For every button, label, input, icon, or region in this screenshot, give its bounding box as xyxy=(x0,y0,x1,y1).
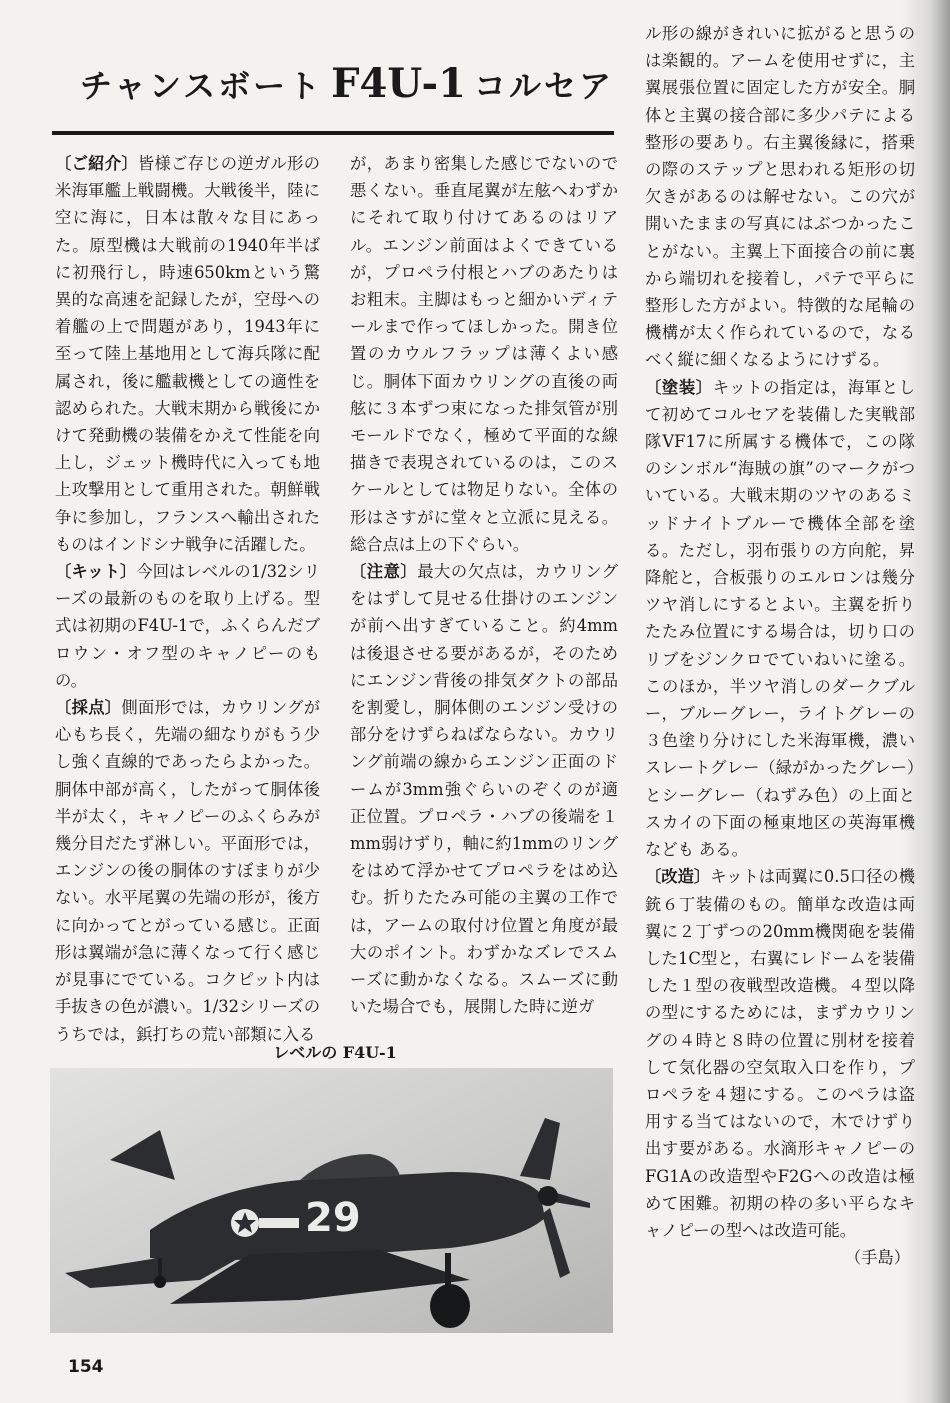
paragraph-text: キットは両翼に0.5口径の機銃６丁装備のもの。簡単な改造は両翼に２丁ずつの20mm機関砲を装備した1C型と，右翼にレドームを装備した１型の夜戦型改造機。４型以降の型にするためには，まずカウリングの４時と８時の位置に別材を接着して気化器の空気取入口を作り，プロペラを４翅にする。このペラは盗用する当てはないので，木でけずり出す要がある。水滴形キャノピーのFG1Aの改造型やF2Gへの改造は極めて困難。初期の枠の多い平らなキャノピーの型へは改造可能。 xyxy=(645,867,915,1240)
paragraph xyxy=(350,150,618,558)
section-label: 〔ご紹介〕 xyxy=(55,154,138,173)
author-signature: （手島） xyxy=(844,1248,910,1268)
section-label: 〔改造〕 xyxy=(645,867,711,887)
section-label: 〔採点〕 xyxy=(55,698,122,718)
title-prefix: チャンスボート xyxy=(80,67,324,105)
title-suffix: コルセア xyxy=(473,67,614,105)
text-column-1 xyxy=(55,150,320,1048)
paragraph xyxy=(55,558,320,694)
paragraph xyxy=(55,694,320,1048)
paragraph xyxy=(645,374,915,864)
paragraph xyxy=(350,558,618,1020)
text-column-2 xyxy=(350,150,618,1021)
paragraph xyxy=(55,150,320,558)
title-rule xyxy=(52,131,614,135)
paragraph-text: ル形の線がきれいに拡がると思うのは楽観的。アームを使用せずに，主翼展張位置に固定した方が安全。胴体と主翼の接合部に多少パテによる整形の要あり。右主翼後縁に，搭乗の際のステップと思われる矩形の切欠きがあるのは解せない。この穴が開いたままの写真にはぶつかったことがない。主翼上下面接合の前に裏から端切れを接着し，パテで平らに整形した方がよい。特徴的な尾輪の機構が太く作られているので，なるべく縦に細くなるようにけずる。 xyxy=(645,24,915,370)
paragraph-text: 皆様ご存じの逆ガル形の米海軍艦上戦闘機。大戦後半，陸に空に海に，日本は散々な目にあった。原型機は大戦前の1940年半ばに初飛行し，時速650kmという驚異的な高速を記録したが，空母への着艦の上で問題があり，1943年に至って陸上基地用として海兵隊に配属され，後に艦載機としての適性を認められた。大戦末期から戦後にかけて発動機の装備をかえて性能を向上し，ジェット機時代に入っても地上攻撃用として重用された。朝鮮戦争に参加し，フランスへ輸出されたものはインドシナ戦争に活躍した。 xyxy=(55,154,320,554)
paragraph-text: 側面形では，カウリングが心もち長く，先端の細なりがもう少し強く直線的であったらよかった。胴体中部が高く，したがって胴体後半が太く，キャノピーのふくらみが幾分目だたず淋しい。平面形では，エンジンの後の胴体のすぼまりが少ない。水平尾翼の先端の形が，後方に向かってとがっている感じ。正面形は翼端が急に薄くなって行く感じが見事にでている。コクピット内は手抜きの色が濃い。1/32シリーズのうちでは，鋲打ちの荒い部類に入る xyxy=(55,698,320,1044)
paragraph-text: 今回はレベルの1/32シリーズの最新のものを取り上げる。型式は初期のF4U-1で，ふくらんだブロウン・オフ型のキャノピーのもの。 xyxy=(55,562,320,690)
section-label: 〔注意〕 xyxy=(350,562,418,582)
section-label: 〔キット〕 xyxy=(55,562,137,582)
paragraph-text: キットの指定は，海軍として初めてコルセアを装備した実戦部隊VF17に所属する機体で，この隊のシンボル“海賊の旗”のマークがついている。大戦末期のツヤのあるミッドナイトブルーで機体全部を塗る。ただし，羽布張りの方向舵，昇降舵と，合板張りのエルロンは幾分ツヤ消しにするとよい。主翼を折りたたみ位置にする場合は，切り口のリブをジンクロでていねいに塗る。このほか，半ツヤ消しのダークブルー，ブルーグレー，ライトグレーの３色塗り分けにした米海軍機，濃いスレートグレー（緑がかったグレー）とシーグレー（ねずみ色）の上面とスカイの下面の極東地区の英海軍機なども ある。 xyxy=(645,377,915,860)
page-number: 154 xyxy=(68,1357,104,1377)
paragraph-text: が，あまり密集した感じでないので悪くない。垂直尾翼が左舷へわずかにそれて取り付けてあるのはリアル。エンジン前面はよくできているが，プロペラ付根とハブのあたりはお粗末。主脚はもっと細かいディテールまで作ってほしかった。開き位置のカウルフラップは薄くよい感じ。胴体下面カウリングの直後の両舷に３本ずつ束になった排気管が別モールドでなく，極めて平面的な線描きで表現されているのは，このスケールとしては物足りない。全体の形はさすがに堂々と立派に見える。総合点は上の下ぐらい。 xyxy=(350,154,618,554)
title-model: F4U-1 xyxy=(331,60,466,107)
text-column-3 xyxy=(645,20,915,1271)
paragraph-text: 最大の欠点は，カウリングをはずして見せる仕掛けのエンジンが前へ出すぎていること。約4mmは後退させる要があるが，そのためにエンジン背後の排気ダクトの部品を割愛し，胴体側のエンジン受けの部分をけずらねばならない。カウリング前端の線からエンジン正面のドームが3mm強ぐらいのぞくのが適正位置。プロペラ・ハブの後端を１mm弱けずり，軸に約1mmのリングをはめて浮かせてプロペラをはめ込む。折りたたみ可能の主翼の工作では，アームの取付け位置と角度が最大のポイント。わずかなズレでスムーズに動かなくなる。スムーズに動いた場合でも，展開した時に逆ガ xyxy=(350,562,618,1017)
aircraft-number: 29 xyxy=(305,1195,361,1241)
paragraph xyxy=(645,20,915,374)
paragraph xyxy=(645,863,915,1244)
corsair-illustration xyxy=(50,1068,613,1333)
article-title xyxy=(80,60,620,107)
section-label: 〔塗装〕 xyxy=(645,377,713,397)
aircraft-photo xyxy=(50,1068,613,1333)
photo-caption: レベルの F4U-1 xyxy=(273,1043,397,1062)
